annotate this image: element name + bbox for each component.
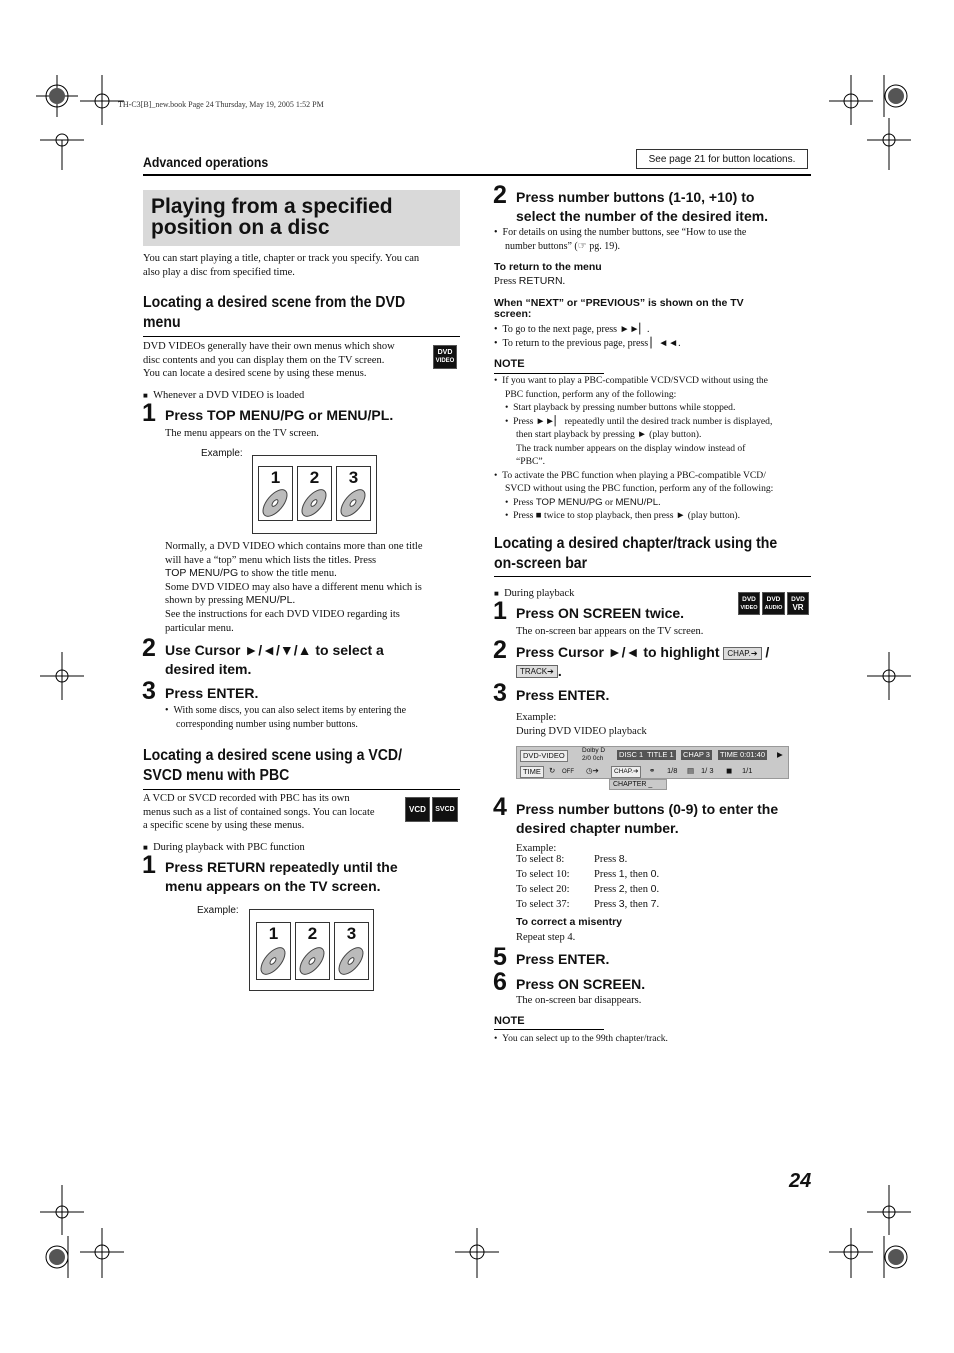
dvd-menu-heading: Locating a desired scene from the DVD menu	[143, 294, 406, 331]
audio-icon: ⚭	[649, 766, 656, 775]
next-previous-heading: When “NEXT” or “PREVIOUS” is shown on the TV screen:	[494, 297, 744, 320]
chapter-select-table	[516, 852, 716, 912]
osd-example: Example: During DVD VIDEO playback	[516, 712, 647, 737]
vcd-badge: VCD	[405, 797, 430, 822]
chapter-entry-box: CHAPTER _	[609, 779, 667, 790]
osd-step6-number: 6	[493, 968, 507, 996]
dvd-step1-desc: The menu appears on the TV screen.	[165, 428, 319, 439]
table-row: To select 10: Press 1, then 0.	[516, 868, 660, 880]
osd-example-2: Example:	[516, 843, 557, 854]
menu-card: 1	[258, 466, 293, 521]
vcd-step1-number: 1	[142, 851, 156, 879]
note-heading-2: NOTE	[494, 1015, 525, 1027]
osd-step1-desc: The on-screen bar appears on the TV screen.	[516, 626, 704, 637]
note-list-2: • You can select up to the 99th chapter/track.	[494, 1033, 668, 1044]
pbc-step2-text: Press number buttons (1-10, +10) to select the number of the desired item.	[516, 189, 769, 224]
table-row: To select 37: Press 3, then 7.	[516, 898, 660, 910]
table-row: To select 8: Press 8.	[516, 853, 628, 865]
chap-indicator: CHAP.➔	[723, 647, 761, 660]
dvd-step1-number: 1	[142, 399, 156, 427]
dvd-menu-rule	[143, 336, 460, 337]
menu-card: 3	[334, 922, 369, 980]
disc-icon	[335, 939, 368, 979]
osd-step3-text: Press ENTER.	[516, 687, 610, 703]
play-arrow-icon: ▶	[777, 750, 783, 759]
onscreen-bar-example: DVD-VIDEO Dolby D 2/0 0ch DISC 1 TITLE 1 CHAP 3 TIME 0:01:40 ▶ TIME ↻ OFF ◷➔ CHAP.➔ ⚭ 1/8 ▤ 1/ 3 ◼ 1/1	[516, 746, 789, 779]
onscreen-rule	[494, 576, 811, 577]
osd-step6-desc: The on-screen bar disappears.	[516, 995, 642, 1006]
vcd-menu-rule	[143, 789, 460, 790]
disc-icon	[298, 481, 331, 521]
intro-text: You can start playing a title, chapter or track you specify. You can also play a disc from specified time.	[143, 253, 420, 278]
section-label: Advanced operations	[143, 154, 269, 170]
osd-step5-number: 5	[493, 943, 507, 971]
file-info: TH-C3[B]_new.book Page 24 Thursday, May 19, 2005 1:52 PM	[118, 100, 324, 109]
dvd-menu-example	[252, 455, 377, 534]
pbc-step2-bullet: • For details on using the number buttons, see “How to use the number buttons” (☞ pg. 19).	[494, 227, 747, 252]
square-bullet-icon: ■	[143, 391, 148, 400]
dvd-audio-badge: DVD AUDIO	[762, 592, 785, 615]
menu-card: 1	[256, 922, 291, 980]
dvd-step2-number: 2	[142, 634, 156, 662]
osd-step1-text: Press ON SCREEN twice.	[516, 605, 685, 621]
dvd-menu-paragraph: Normally, a DVD VIDEO which contains more than one title will have a “top” menu which lists the titles. Press TOP MENU/PG to show the title menu. Some DVD VIDEO may also have a different menu which is shown by pressing MENU/PL. See the instructions for each DVD VIDEO regarding its particular menu.	[165, 541, 423, 634]
osd-step3-number: 3	[493, 679, 507, 707]
dvd-step2-text: Use Cursor ►/◄/▼/▲ to select a desired item.	[165, 642, 384, 677]
osd-step4-text: Press number buttons (0-9) to enter the desired chapter number.	[516, 801, 779, 836]
track-indicator: TRACK➔	[516, 665, 558, 678]
subtitle-icon: ▤	[687, 766, 695, 775]
osd-step1-number: 1	[493, 597, 507, 625]
dvd-vr-badge: DVD VR	[787, 592, 809, 615]
angle-icon: ◼	[726, 766, 733, 775]
vcd-menu-condition: ■ During playback with PBC function	[143, 842, 305, 853]
disc-icon	[259, 481, 292, 521]
onscreen-heading: Locating a desired chapter/track using the on-screen bar	[494, 535, 778, 572]
vcd-menu-heading: Locating a desired scene using a VCD/ SVCD menu with PBC	[143, 747, 402, 784]
dvd-menu-condition: ■ Whenever a DVD VIDEO is loaded	[143, 390, 305, 401]
note-list-1: • If you want to play a PBC-compatible VCD/SVCD without using the PBC function, perform any of the following: • Start playback by pressing number buttons while stopped. • Press ►►▏ repeatedly until the desired track number is displayed, then start playback by pressing ► (play button). The track number appears on the display window instead of “PBC”. • To activate the PBC function when playing a PBC-compatible VCD/ SVCD without using the PBC function, perform any of the following: • Press TOP MENU/PG or MENU/PL. • Press ■ twice to stop playback, then press ► (play button).	[494, 375, 774, 521]
vcd-example-label: Example:	[197, 905, 239, 916]
header-rule	[143, 174, 811, 176]
return-menu-heading: To return to the menu	[494, 261, 602, 273]
vcd-step1-text: Press RETURN repeatedly until the menu appears on the TV screen.	[165, 859, 398, 894]
dvd-step3-number: 3	[142, 677, 156, 705]
next-previous-bullets: • To go to the next page, press ►►▏. • To return to the previous page, press ▏◄◄.	[494, 324, 681, 349]
disc-icon	[337, 481, 370, 521]
menu-card: 2	[297, 466, 332, 521]
dvd-menu-desc: DVD VIDEOs generally have their own menus which show disc contents and you can display them on the TV screen. You can locate a desired scene by using these menus.	[143, 341, 395, 380]
vcd-menu-desc: A VCD or SVCD recorded with PBC has its own menus such as a list of contained songs. You can locate a specific scene by using these menus.	[143, 793, 375, 832]
osd-step4-number: 4	[493, 793, 507, 821]
osd-step2-text: Press Cursor ►/◄ to highlight CHAP.➔ / TRACK➔ .	[516, 644, 770, 679]
note-rule-2	[494, 1029, 604, 1030]
see-page-note: See page 21 for button locations.	[636, 149, 808, 169]
square-bullet-icon: ■	[494, 589, 499, 598]
disc-icon	[257, 939, 290, 979]
dvd-example-label: Example:	[201, 448, 243, 459]
timer-icon: ◷➔	[586, 766, 599, 775]
dvd-video-badge: DVD VIDEO	[738, 592, 760, 615]
svcd-badge: SVCD	[432, 797, 458, 822]
correct-misentry-heading: To correct a misentry	[516, 916, 623, 928]
table-row: To select 20: Press 2, then 0.	[516, 883, 660, 895]
osd-step5-text: Press ENTER.	[516, 951, 610, 967]
disc-icon	[296, 939, 329, 979]
page-title: Playing from a specified position on a disc	[151, 195, 393, 239]
dvd-step1-text: Press TOP MENU/PG or MENU/PL.	[165, 407, 394, 423]
onscreen-condition: ■ During playback	[494, 588, 575, 599]
dvd-step3-bullet: • With some discs, you can also select items by entering the corresponding number using number buttons.	[165, 705, 407, 730]
osd-step6-text: Press ON SCREEN.	[516, 976, 646, 992]
return-menu-text: Press RETURN.	[494, 275, 566, 287]
page-number: 24	[789, 1170, 812, 1192]
dvd-video-badge: DVD VIDEO	[433, 345, 457, 369]
vcd-menu-example	[249, 909, 374, 991]
osd-step2-number: 2	[493, 636, 507, 664]
menu-card: 3	[336, 466, 371, 521]
note-heading-1: NOTE	[494, 358, 525, 370]
menu-card: 2	[295, 922, 330, 980]
correct-misentry-text: Repeat step 4.	[516, 932, 576, 943]
square-bullet-icon: ■	[143, 843, 148, 852]
dvd-step3-text: Press ENTER.	[165, 685, 259, 701]
pbc-step2-number: 2	[493, 181, 507, 209]
repeat-icon: ↻	[549, 766, 556, 775]
